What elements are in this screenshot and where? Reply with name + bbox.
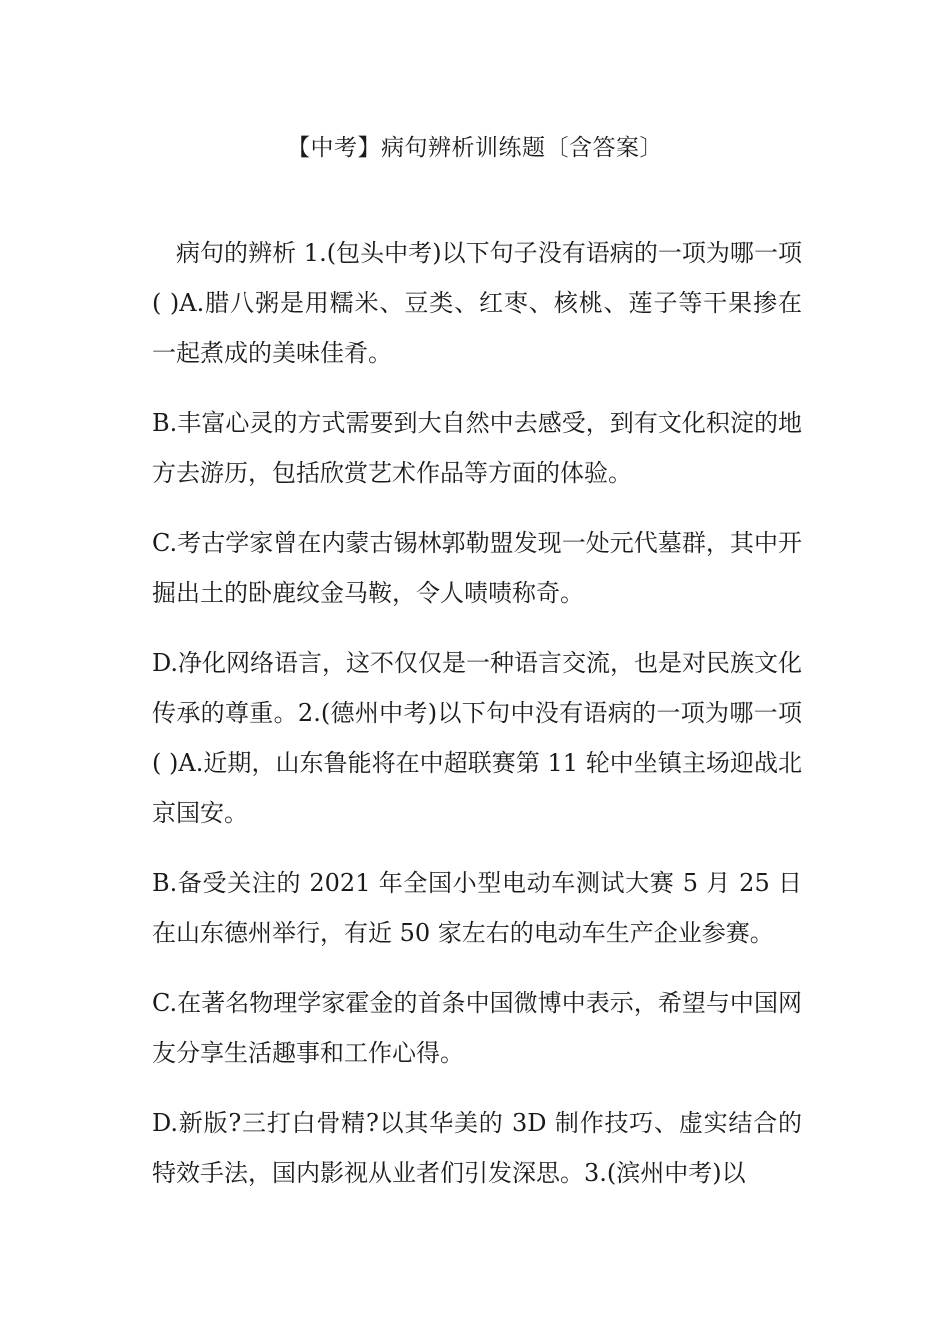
paragraph-option-d-question-3: D.新版?三打白骨精?以其华美的 3D 制作技巧、虚实结合的特效手法，国内影视从业者们引发深思。3.(滨州中考)以: [152, 1109, 802, 1187]
paragraph-option-c-2: C.在著名物理学家霍金的首条中国微博中表示，希望与中国网友分享生活趣事和工作心得。: [152, 989, 802, 1067]
paragraph-option-b: B.丰富心灵的方式需要到大自然中去感受，到有文化积淀的地方去游历，包括欣赏艺术作品等方面的体验。: [152, 409, 802, 487]
paragraph-option-d-question-2: D.净化网络语言，这不仅仅是一种语言交流，也是对民族文化传承的尊重。2.(德州中考)以下句中没有语病的一项为哪一项( )A.近期，山东鲁能将在中超联赛第 11 轮中坐镇主场迎战北京国安。: [152, 649, 803, 827]
paragraph-option-c: C.考古学家曾在内蒙古锡林郭勒盟发现一处元代墓群，其中开掘出土的卧鹿纹金马鞍，令人啧啧称奇。: [152, 529, 802, 607]
document-title: 【中考】病句辨析训练题〔含答案〕: [287, 135, 663, 161]
paragraph-question-1-a: 病句的辨析 1.(包头中考)以下句子没有语病的一项为哪一项( )A.腊八粥是用糯米、豆类、红枣、核桃、莲子等干果掺在一起煮成的美味佳肴。: [152, 239, 802, 367]
document-body: [152, 228, 802, 1218]
paragraph-option-b-2: B.备受关注的 2021 年全国小型电动车测试大赛 5 月 25 日在山东德州举行，有近 50 家左右的电动车生产企业参赛。: [152, 869, 802, 947]
